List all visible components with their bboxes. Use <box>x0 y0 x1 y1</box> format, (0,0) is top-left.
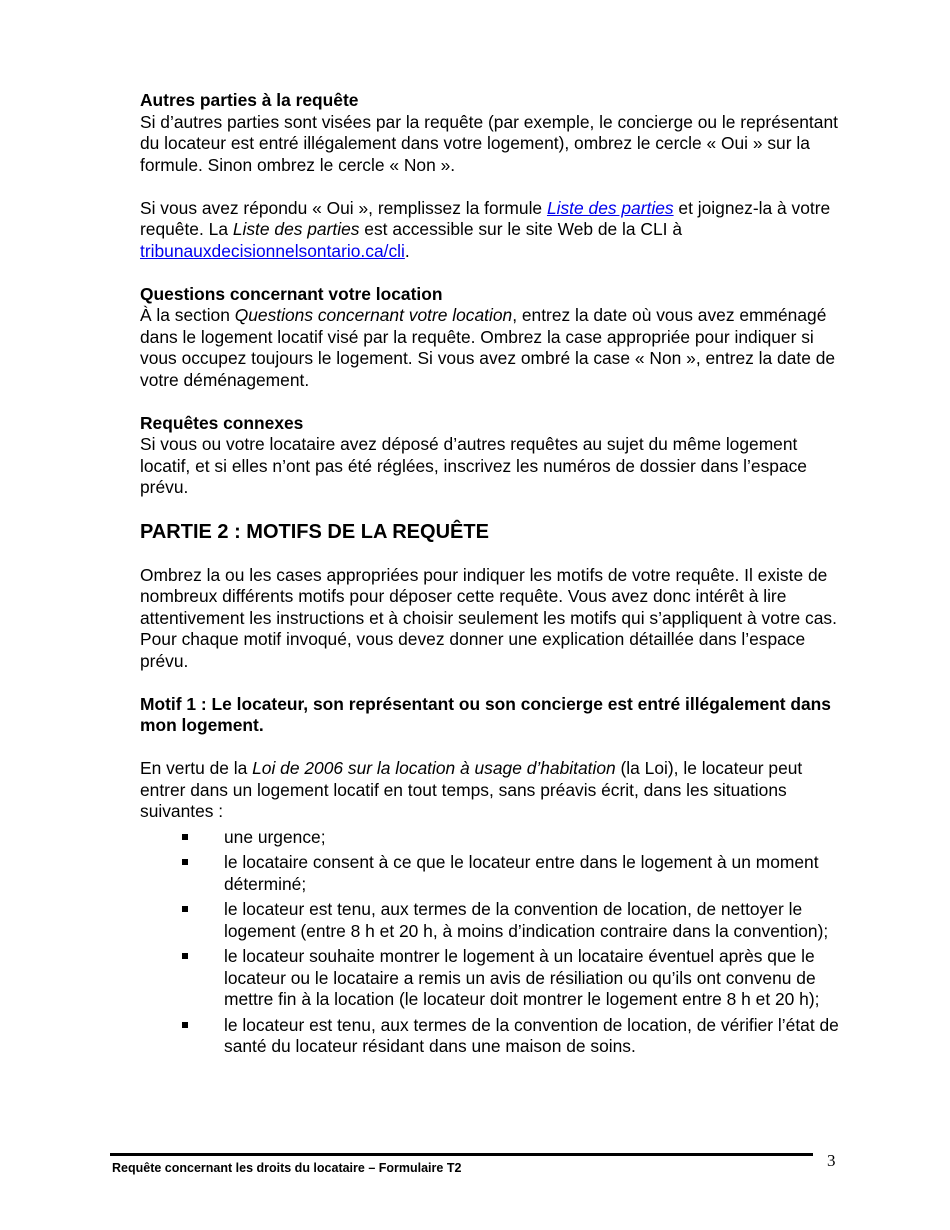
section-title-partie-2: PARTIE 2 : MOTIFS DE LA REQUÊTE <box>140 520 489 543</box>
paragraph-requetes-connexes: Si vous ou votre locataire avez déposé d’autres requêtes au sujet du même logement locatif, et si elles n’ont pas été réglées, inscrivez les numéros de dossier dans l’espace prévu. <box>140 434 807 497</box>
document-body <box>140 90 840 1062</box>
paragraph-questions-location: À la section Questions concernant votre location, entrez la date où vous avez emménagé dans le logement locatif visé par la requête. Ombrez la case appropriée pour indiquer si vous occupez toujours le logement. Si vous avez ombré la case « Non », entrez la date de votre déménagement. <box>140 305 836 390</box>
heading-autres-parties: Autres parties à la requête <box>140 90 359 110</box>
list-item: le locateur est tenu, aux termes de la convention de location, de vérifier l’état de santé du locateur résidant dans une maison de soins. <box>140 1015 840 1058</box>
paragraph-motif-1: En vertu de la Loi de 2006 sur la location à usage d’habitation (la Loi), le locateur peut entrer dans un logement locatif en tout temps, sans préavis écrit, dans les situations suivantes : <box>140 758 803 821</box>
list-item: une urgence; <box>140 827 840 849</box>
motif-1-list <box>140 827 840 1058</box>
link-liste-des-parties[interactable]: Liste des parties <box>546 197 674 218</box>
page-number: 3 <box>827 1151 836 1170</box>
paragraph-autres-parties: Si d’autres parties sont visées par la requête (par exemple, le concierge ou le représentant du locateur est entré illégalement dans votre logement), ombrez le cercle « Oui » sur la formule. Sinon ombrez le cercle « Non ». <box>140 111 838 175</box>
heading-motif-1: Motif 1 : Le locateur, son représentant ou son concierge est entré illégalement dans mon logement. <box>140 693 831 735</box>
list-item: le locataire consent à ce que le locateur entre dans le logement à un moment déterminé; <box>140 852 840 895</box>
bullet-icon <box>182 953 188 959</box>
bullet-icon <box>182 859 188 865</box>
bullet-icon <box>182 834 188 840</box>
bullet-icon <box>182 906 188 912</box>
heading-requetes-connexes: Requêtes connexes <box>140 412 304 433</box>
heading-questions-location: Questions concernant votre location <box>140 283 443 304</box>
link-tribunaux-url[interactable]: tribunauxdecisionnelsontario.ca/cli <box>140 240 405 261</box>
paragraph-partie-2-intro: Ombrez la ou les cases appropriées pour indiquer les motifs de votre requête. Il existe de nombreux différents motifs pour déposer cette requête. Vous avez donc intérêt à lire attentivement les instructions et à choisir seulement les motifs qui s’appliquent à votre cas. Pour chaque motif invoqué, vous devez donner une explication détaillée dans l’espace prévu. <box>140 564 837 671</box>
paragraph-liste-parties: Si vous avez répondu « Oui », remplissez la formule Liste des parties et joignez-la à votre requête. La Liste des parties est accessible sur le site Web de la CLI à tribunauxdecisionnelsontario.ca/cli. <box>140 197 831 261</box>
footer-divider <box>110 1153 813 1156</box>
list-item: le locateur est tenu, aux termes de la convention de location, de nettoyer le logement (entre 8 h et 20 h, à moins d’indication contraire dans la convention); <box>140 899 840 942</box>
footer-form-title: Requête concernant les droits du locataire – Formulaire T2 <box>112 1161 462 1175</box>
list-item: le locateur souhaite montrer le logement à un locataire éventuel après que le locateur ou le locataire a remis un avis de résiliation ou qu’ils ont convenu de mettre fin à la location (le locateur doit montrer le logement entre 8 h et 20 h); <box>140 946 840 1011</box>
bullet-icon <box>182 1022 188 1028</box>
